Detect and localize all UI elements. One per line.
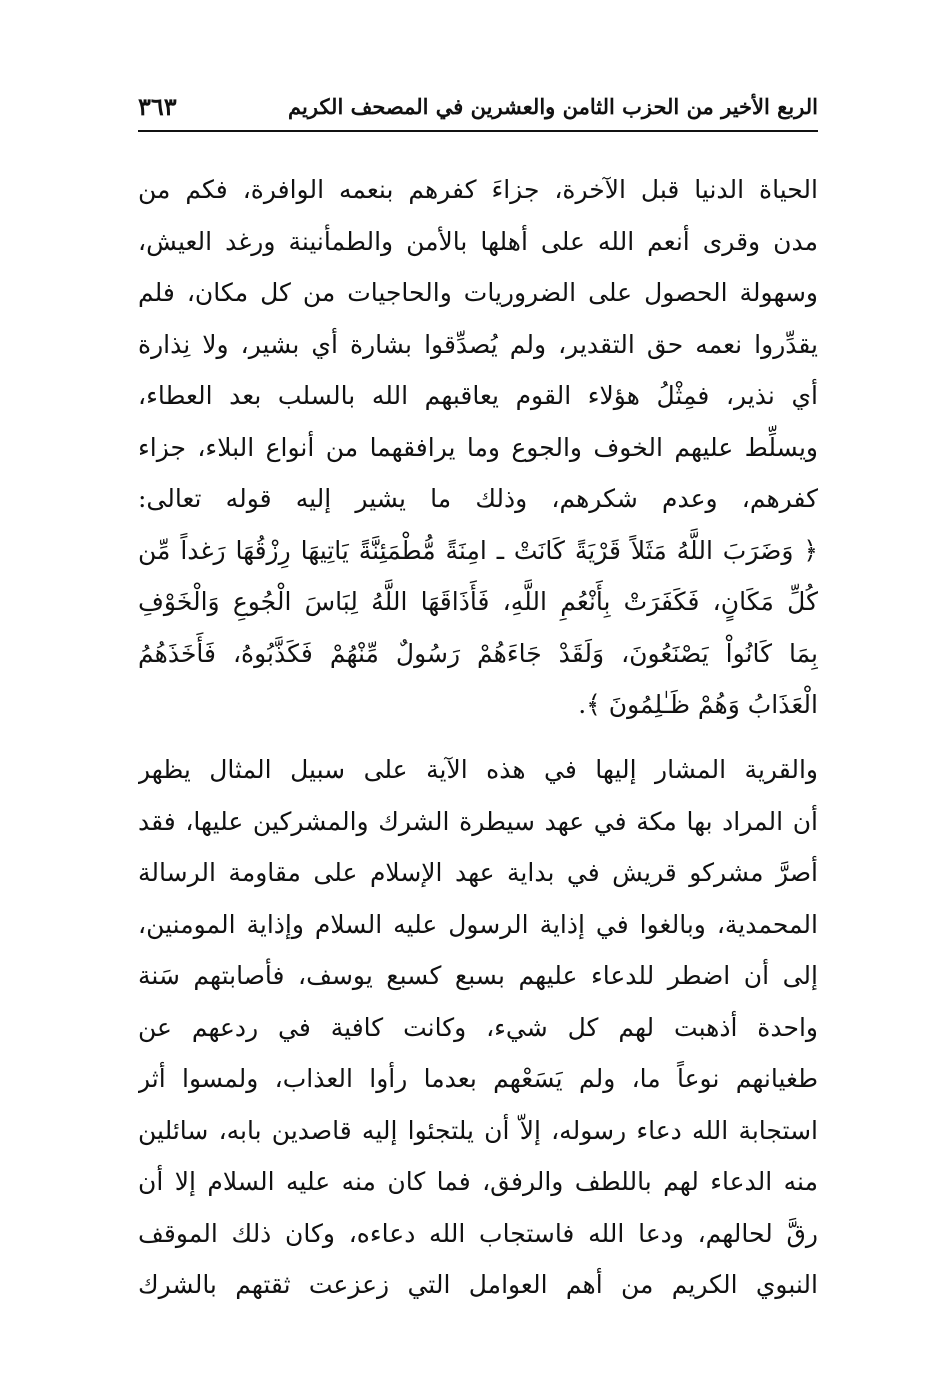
text-line: النبوي الكريم من أهم العوامل التي زعزعت ثقتهم بالشرك: [138, 1270, 818, 1299]
paragraph-2: [138, 744, 818, 1311]
text-line: أن المراد بها مكة في عهد سيطرة الشرك والمشركين عليها، فقد: [138, 806, 818, 836]
text-line: يقدِّروا نعمه حق التقدير، ولم يُصدِّقوا بشارة أي بشير، ولا نِذارة: [138, 329, 818, 359]
quran-verse-line: كُلِّ مَكَانٍ، فَكَفَرَتْ بِأَنْعُمِ اللَّهِ، فَأَذَاقَهَا اللَّهُ لِبَاسَ الْجُوعِ وَالْخَوْفِ: [138, 587, 818, 616]
text-line: مدن وقرى أنعم الله على أهلها بالأمن والطمأنينة ورغد العيش،: [138, 226, 818, 256]
text-line: والقرية المشار إليها في هذه الآية على سبيل المثال يظهر: [138, 755, 818, 784]
paragraph-1: [138, 164, 818, 731]
text-line: طغيانهم نوعاً ما، ولم يَسَعْهم بعدما رأوا العذاب، ولمسوا أثر: [138, 1064, 818, 1093]
text-line: منه الدعاء لهم باللطف والرفق، فما كان منه عليه السلام إلا أن: [138, 1167, 818, 1196]
text-line: كفرهم، وعدم شكرهم، وذلك ما يشير إليه قوله تعالى:: [138, 484, 818, 513]
page-header: [138, 92, 818, 132]
text-line: ويسلِّط عليهم الخوف والجوع وما يرافقهما من أنواع البلاء، جزاء: [138, 432, 818, 462]
quran-verse-line: ﴿ وَضَرَبَ اللَّهُ مَثَلاً قَرْيَةً كَانَتْ ـ امِنَةً مُّطْمَئِنَّةً يَاتِيهَا رِزْقُهَا رَغداً مِّن: [138, 535, 818, 565]
text-line: أي نذير، فمِثْلُ هؤلاء القوم يعاقبهم الله بالسلب بعد العطاء،: [138, 381, 818, 410]
text-line: المحمدية، وبالغوا في إذاية الرسول عليه السلام وإذاية المومنين،: [138, 909, 818, 939]
page-number: ٣٦٣: [138, 92, 177, 121]
text-line: رقَّ لحالهم، ودعا الله فاستجاب الله دعاءه، وكان ذلك الموقف: [138, 1218, 818, 1248]
header-rule: [138, 130, 818, 132]
text-line: الحياة الدنيا قبل الآخرة، جزاءَ كفرهم بنعمه الوافرة، فكم من: [138, 175, 818, 204]
text-line: استجابة الله دعاء رسوله، إلاّ أن يلتجئوا إليه قاصدين بابه، سائلين: [138, 1115, 818, 1145]
text-line: أصرَّ مشركو قريش في بداية عهد الإسلام على مقاومة الرسالة: [138, 858, 818, 887]
text-line: واحدة أذهبت لهم كل شيء، وكانت كافية في ردعهم عن: [138, 1012, 818, 1042]
quran-verse-line: الْعَذَابُ وَهُمْ ظَـٰلِمُونَ ﴾.: [578, 690, 818, 719]
running-title: الربع الأخير من الحزب الثامن والعشرين في المصحف الكريم: [288, 94, 818, 119]
text-line: وسهولة الحصول على الضروريات والحاجيات من كل مكان، فلم: [138, 278, 818, 307]
quran-verse-line: بِمَا كَانُواْ يَصْنَعُونَ، وَلَقَدْ جَاءَهُمْ رَسُولٌ مِّنْهُمْ فَكَذَّبُوهُ، فَأَخَذَهُمُ: [138, 638, 818, 668]
text-line: إلى أن اضطر للدعاء عليهم بسبع كسبع يوسف، فأصابتهم سَنة: [138, 961, 818, 990]
